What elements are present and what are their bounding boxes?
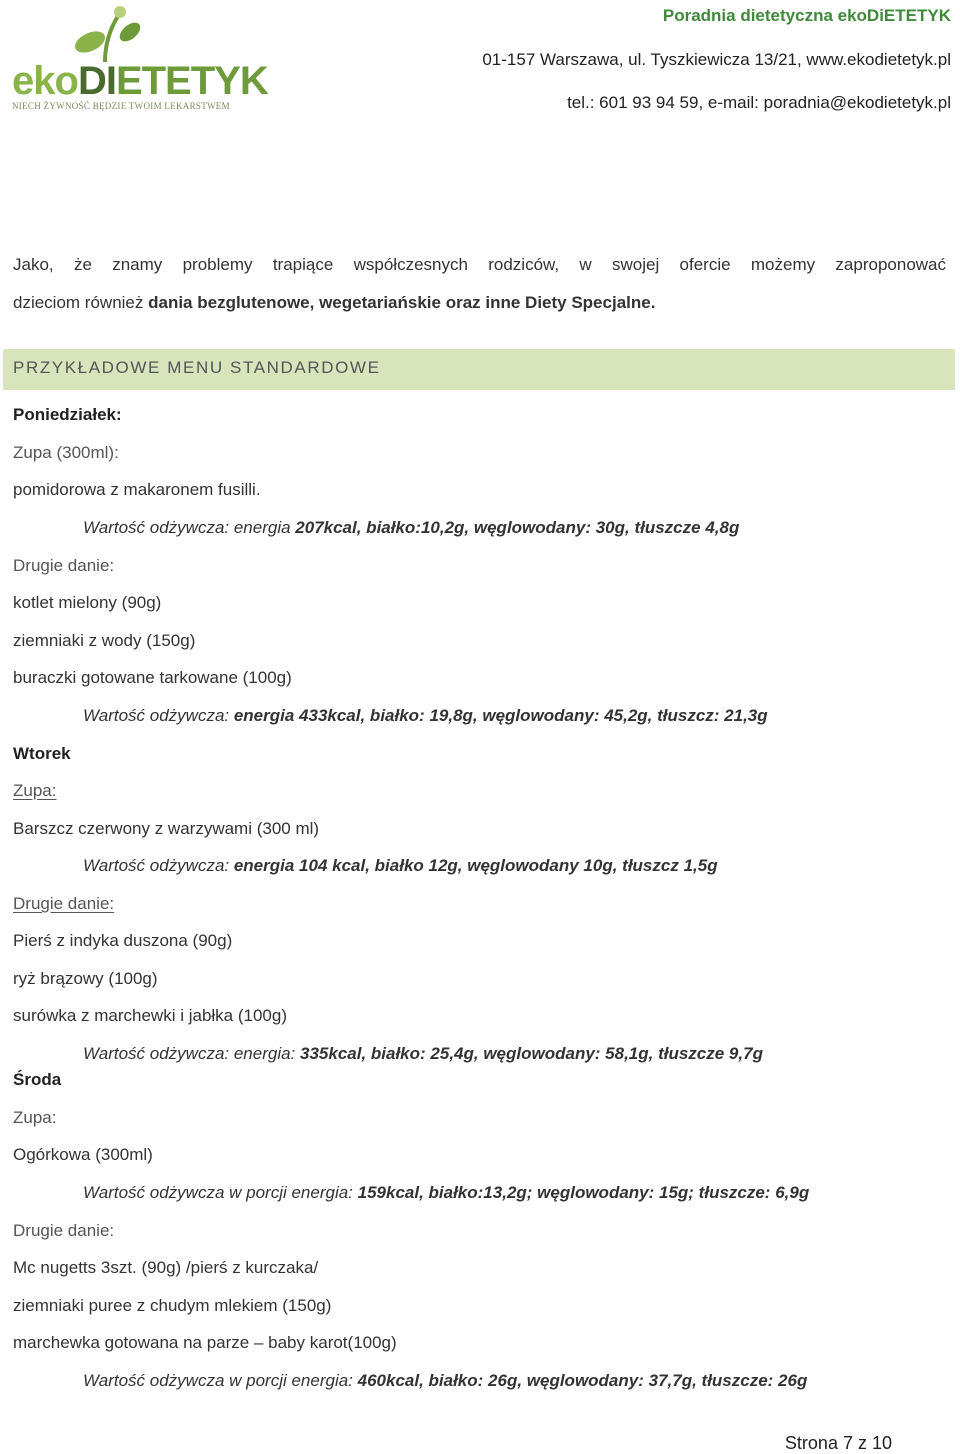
intro-line-2: dzieciom również dania bezglutenowe, wegetariańskie oraz inne Diety Specjalne.	[13, 293, 656, 312]
wednesday-main-nutrition: Wartość odżywcza w porcji energia: 460kcal, białko: 26g, węglowodany: 37,7g, tłuszcze: 26g	[83, 1371, 808, 1390]
monday-main-item: buraczki gotowane tarkowane (100g)	[13, 668, 292, 687]
logo-slogan: NIECH ŻYWNOŚĆ BĘDZIE TWOIM LEKARSTWEM	[12, 101, 230, 111]
monday-main-nutrition: Wartość odżywcza: energia 433kcal, białko: 19,8g, węglowodany: 45,2g, tłuszcz: 21,3g	[83, 706, 768, 725]
wednesday-main-item: ziemniaki puree z chudym mlekiem (150g)	[13, 1296, 332, 1315]
logo-wordmark: ekoDIETETYK	[12, 59, 268, 103]
tuesday-soup: Barszcz czerwony z warzywami (300 ml)	[13, 819, 320, 838]
logo-leaf-icon	[60, 4, 190, 64]
header-title: Poradnia dietetyczna ekoDiETETYK	[662, 6, 951, 25]
section-title: PRZYKŁADOWE MENU STANDARDOWE	[13, 358, 381, 377]
page-number: Strona 7 z 10	[784, 1433, 892, 1453]
header-contact: tel.: 601 93 94 59, e-mail: poradnia@ekodietetyk.pl	[567, 93, 951, 112]
intro-line-1: Jako, że znamy problemy trapiące współczesnych rodziców, w swojej ofercie możemy zaproponować	[13, 255, 946, 274]
tuesday-soup-nutrition: Wartość odżywcza: energia 104 kcal, białko 12g, węglowodany 10g, tłuszcz 1,5g	[83, 856, 718, 875]
tuesday-main-label: Drugie danie:	[13, 894, 115, 913]
tuesday-main-item: ryż brązowy (100g)	[13, 969, 158, 988]
monday-soup-label: Zupa (300ml):	[13, 443, 119, 462]
monday-main-item: kotlet mielony (90g)	[13, 593, 162, 612]
monday-soup: pomidorowa z makaronem fusilli.	[13, 480, 261, 499]
wednesday-main-item: marchewka gotowana na parze – baby karot(100g)	[13, 1333, 397, 1352]
monday-main-item: ziemniaki z wody (150g)	[13, 631, 196, 650]
logo	[10, 4, 268, 114]
wednesday-main-item: Mc nugetts 3szt. (90g) /pierś z kurczaka/	[13, 1258, 319, 1277]
wednesday-soup-nutrition: Wartość odżywcza w porcji energia: 159kcal, białko:13,2g; węglowodany: 15g; tłuszcze: 6,9g	[83, 1183, 810, 1202]
header-address: 01-157 Warszawa, ul. Tyszkiewicza 13/21, www.ekodietetyk.pl	[482, 50, 951, 69]
day-tuesday: Wtorek	[13, 744, 71, 763]
tuesday-main-nutrition: Wartość odżywcza: energia: 335kcal, białko: 25,4g, węglowodany: 58,1g, tłuszcze 9,7g	[83, 1044, 763, 1063]
day-wednesday: Środa	[13, 1070, 62, 1089]
tuesday-soup-label: Zupa:	[13, 781, 57, 800]
wednesday-soup-label: Zupa:	[13, 1108, 57, 1127]
tuesday-main-item: Pierś z indyka duszona (90g)	[13, 931, 233, 950]
tuesday-main-item: surówka z marchewki i jabłka (100g)	[13, 1006, 287, 1025]
monday-soup-nutrition: Wartość odżywcza: energia 207kcal, białko:10,2g, węglowodany: 30g, tłuszcze 4,8g	[83, 518, 740, 537]
monday-main-label: Drugie danie:	[13, 556, 115, 575]
day-monday: Poniedziałek:	[13, 405, 122, 424]
wednesday-main-label: Drugie danie:	[13, 1221, 115, 1240]
wednesday-soup: Ogórkowa (300ml)	[13, 1145, 153, 1164]
